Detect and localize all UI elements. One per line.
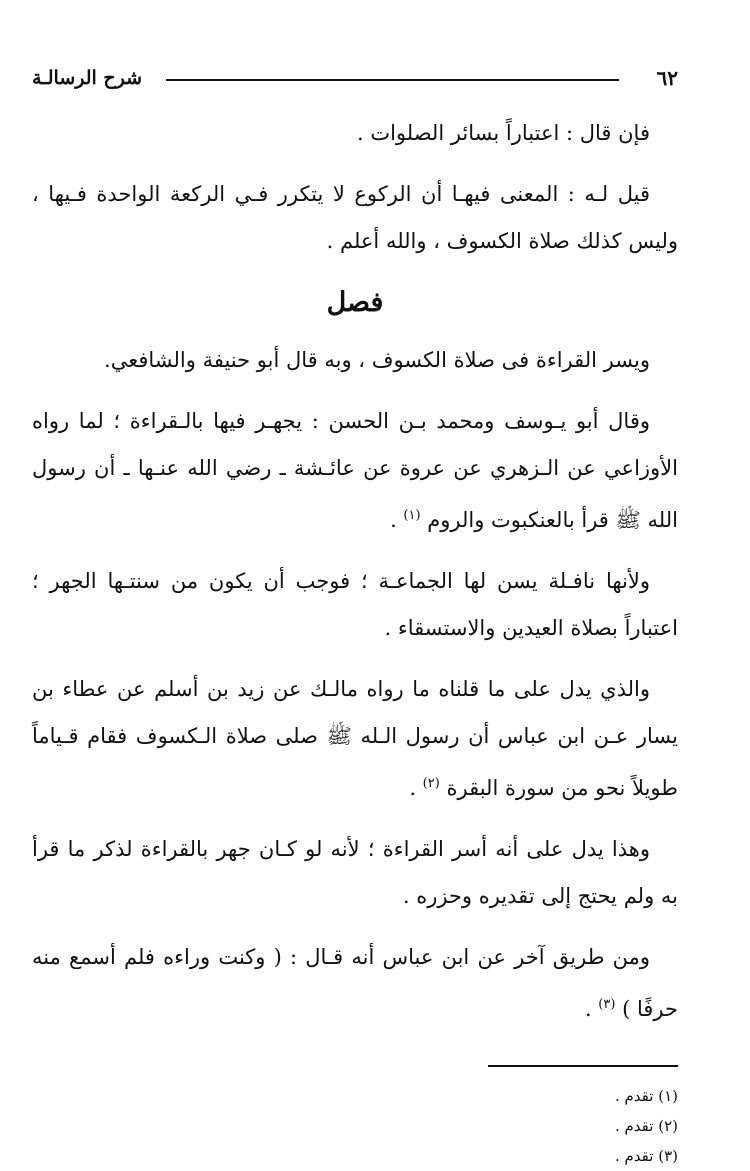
paragraph-text: ولأنها نافـلة يسن لها الجماعـة ؛ فوجب أن يكون من سنتـها الجهر ؛ اعتباراً بصلاة العيدين والاستسقاء . [32, 569, 678, 640]
paragraph-abu-yusuf [32, 398, 678, 544]
footnote-2: (٢) تقدم . [614, 1117, 678, 1135]
paragraph-ibn-abbas [32, 934, 678, 1033]
header-rule [166, 79, 618, 81]
book-page [32, 58, 678, 1165]
paragraph-text: ومن طريق آخر عن ابن عباس أنه قـال : ( وكنت وراءه فلم أسمع منه حرفًا ) [32, 945, 678, 1021]
header-title: شرح الرسالـة [32, 67, 143, 89]
page-number: ٦٢ [656, 66, 678, 90]
paragraph-end: . [584, 997, 599, 1021]
paragraph-text: وقال أبو يـوسف ومحمد بـن الحسن : يجهـر فيها بالـقراءة ؛ لما رواه الأوزاعي عن الـزهري عن عروة عن عائـشة ـ رضي الله عنـها ـ أن رسول الله ﷺ قرأ بالعنكبوت والروم [32, 409, 678, 532]
paragraph-text: والذي يدل على ما قلناه ما رواه مالـك عن زيد بن أسلم عن عطاء بن يسار عـن ابن عباس أن رسول الـله ﷺ صلى صلاة الـكسوف فقام قـياماً طويلاً نحو من سورة البقرة [32, 677, 678, 800]
paragraph-quiet-recitation [32, 337, 678, 384]
footnote-reference-2[interactable]: (٢) [422, 776, 440, 791]
paragraph-end: . [409, 776, 423, 800]
footnote-reference-1[interactable]: (١) [403, 508, 421, 523]
paragraph-objection: فإن قال : اعتباراً بسائر الصلوات . [356, 121, 650, 145]
paragraph-end: . [390, 508, 404, 532]
paragraph-voluntary-prayer [32, 558, 678, 652]
footnote-3: (٣) تقدم . [614, 1147, 678, 1165]
paragraph-text: ويسر القراءة فى صلاة الكسوف ، وبه قال أبو حنيفة والشافعي. [104, 348, 650, 372]
running-header [32, 58, 678, 98]
paragraph-indication [32, 826, 678, 920]
section-heading: فصل [326, 287, 384, 318]
paragraph-reply: قيل لـه : المعنى فيهـا أن الركوع لا يتكرر فـي الركعة الواحدة فـيها ، وليس كذلك صلاة الكسوف ، والله أعلم . [32, 182, 678, 253]
footnote-1: (١) تقدم . [614, 1087, 678, 1105]
footnote-rule [488, 1065, 678, 1067]
paragraph-text: وهذا يدل على أنه أسر القراءة ؛ لأنه لو كـان جهر بالقراءة لذكر ما قرأ به ولم يحتج إلى تقديره وحزره . [32, 837, 678, 908]
footnote-reference-3[interactable]: (٣) [598, 997, 616, 1012]
paragraph-evidence [32, 666, 678, 812]
